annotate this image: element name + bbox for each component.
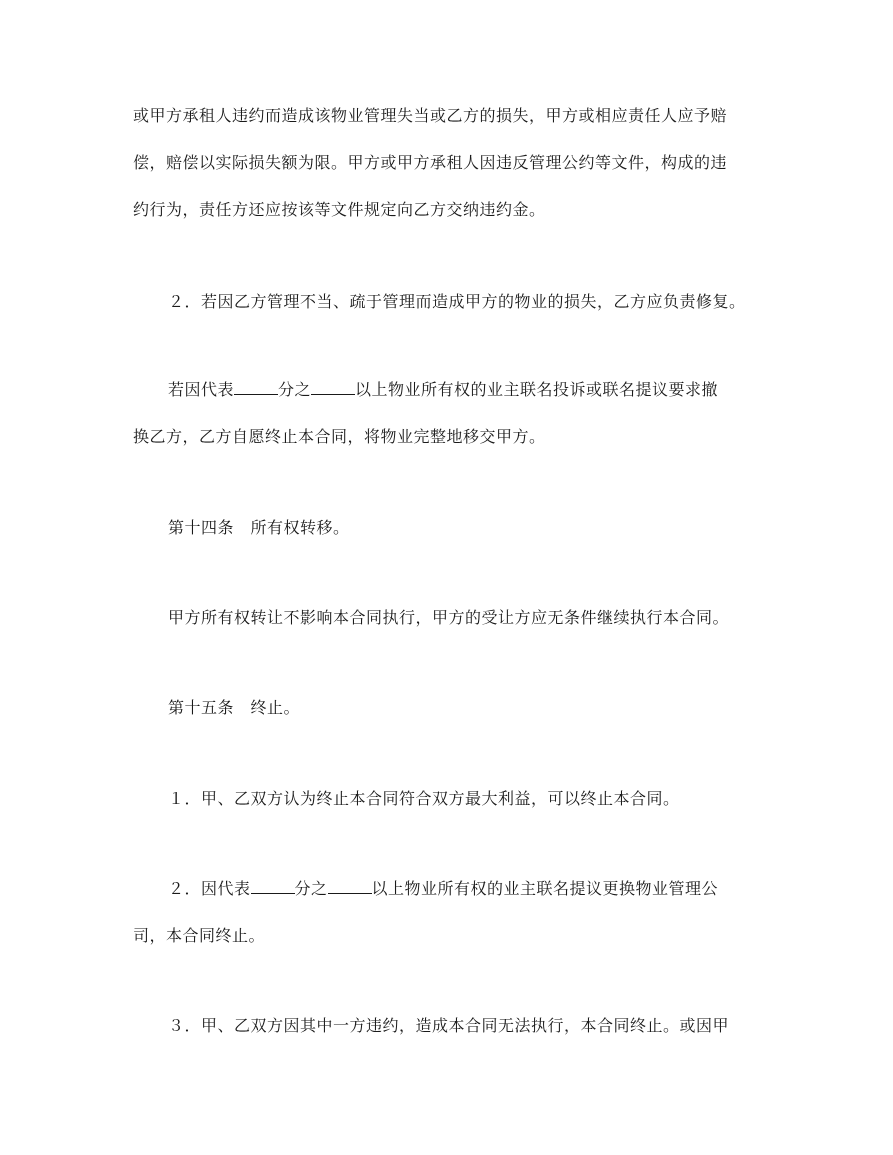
text-fragment: 分之	[294, 879, 328, 898]
article-15-heading: 第十五条 终止。	[168, 698, 301, 717]
clause-2-liability: ２．若因乙方管理不当、疏于管理而造成甲方的物业的损失，乙方应负责修复。	[168, 292, 746, 311]
paragraph-line: 甲方所有权转让不影响本合同执行，甲方的受让方应无条件继续执行本合同。	[168, 608, 730, 627]
fill-in-blank[interactable]	[311, 380, 355, 395]
clause-2-termination	[168, 879, 718, 899]
fill-in-blank[interactable]	[251, 879, 295, 894]
article-14-heading: 第十四条 所有权转移。	[168, 518, 350, 537]
fill-in-blank[interactable]	[328, 879, 372, 894]
text-fragment: ２．因代表	[168, 879, 251, 898]
paragraph-line: 换乙方，乙方自愿终止本合同，将物业完整地移交甲方。	[133, 427, 546, 446]
text-fragment: 分之	[278, 380, 312, 399]
paragraph-line: 司，本合同终止。	[133, 926, 266, 945]
clause-1-termination: １．甲、乙双方认为终止本合同符合双方最大利益，可以终止本合同。	[168, 789, 680, 808]
paragraph-line: 或甲方承租人违约而造成该物业管理失当或乙方的损失，甲方或相应责任人应予赔	[133, 106, 728, 125]
paragraph-line: 约行为，责任方还应按该等文件规定向乙方交纳违约金。	[133, 200, 546, 219]
clause-3-termination: ３．甲、乙双方因其中一方违约，造成本合同无法执行，本合同终止。或因甲	[168, 1016, 730, 1035]
text-fragment: 以上物业所有权的业主联名提议更换物业管理公	[371, 879, 719, 898]
paragraph-line: 偿，赔偿以实际损失额为限。甲方或甲方承租人因违反管理公约等文件，构成的违	[133, 153, 728, 172]
fill-in-blank[interactable]	[234, 380, 278, 395]
text-fragment: 若因代表	[168, 380, 235, 399]
text-fragment: 以上物业所有权的业主联名投诉或联名提议要求撤	[355, 380, 719, 399]
paragraph-line	[168, 380, 718, 400]
